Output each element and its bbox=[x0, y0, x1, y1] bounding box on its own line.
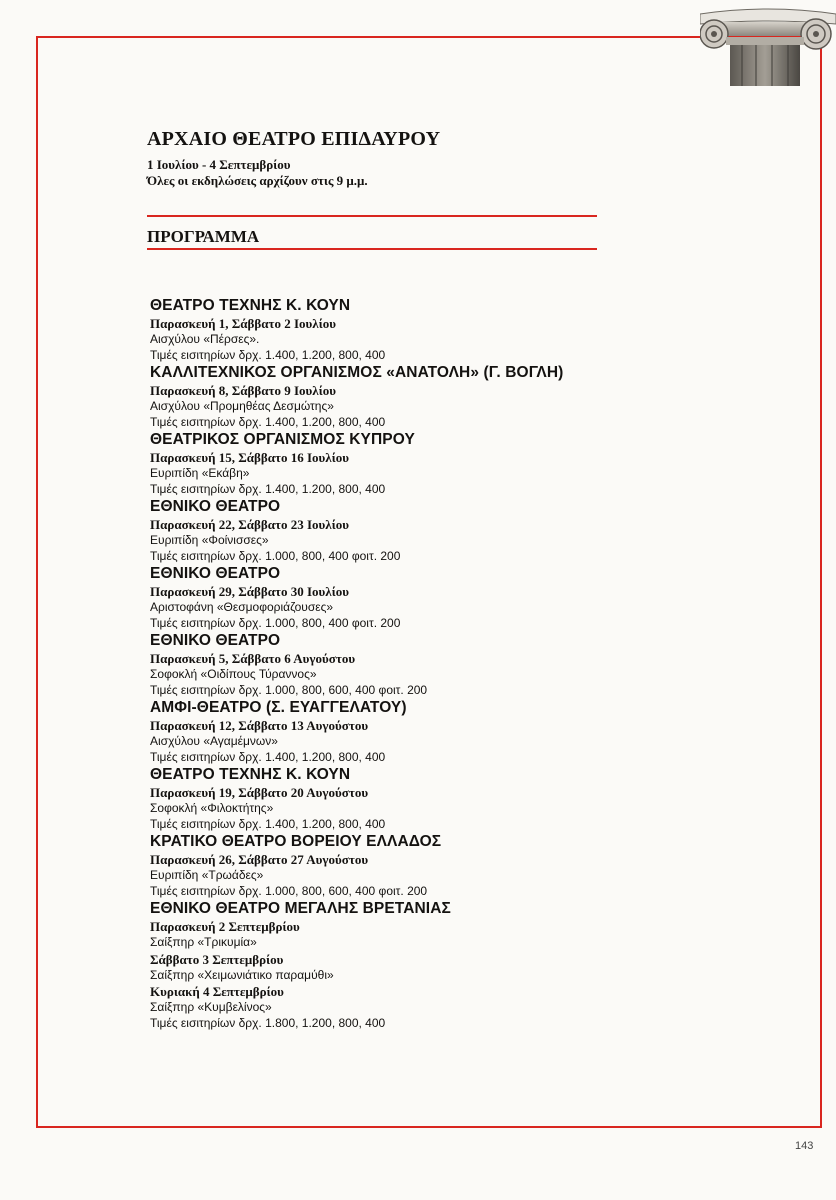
performance-dates: Παρασκευή 8, Σάββατο 9 Ιουλίου bbox=[150, 383, 336, 398]
divider-top bbox=[147, 215, 597, 217]
theatre-company: ΘΕΑΤΡΟ ΤΕΧΝΗΣ Κ. ΚΟΥΝ bbox=[150, 766, 351, 783]
performance-detail: Σαίξπηρ «Τρικυμία» bbox=[150, 935, 257, 949]
performance-dates: Παρασκευή 15, Σάββατο 16 Ιουλίου bbox=[150, 450, 349, 465]
performance-dates: Παρασκευή 2 Σεπτεμβρίου bbox=[150, 919, 300, 934]
performance-detail: Σοφοκλή «Φιλοκτήτης» bbox=[150, 801, 274, 815]
schedule-entry bbox=[150, 430, 620, 497]
performance-detail: Αισχύλου «Προμηθέας Δεσμώτης» bbox=[150, 399, 334, 413]
performance-dates: Παρασκευή 29, Σάββατο 30 Ιουλίου bbox=[150, 584, 349, 599]
performance-detail: Τιμές εισιτηρίων δρχ. 1.000, 800, 600, 400 φοιτ. 200 bbox=[150, 682, 428, 697]
divider-bottom bbox=[147, 248, 597, 250]
program-schedule bbox=[150, 296, 620, 1031]
performance-dates: Παρασκευή 19, Σάββατο 20 Αυγούστου bbox=[150, 785, 369, 800]
theatre-company: ΕΘΝΙΚΟ ΘΕΑΤΡΟ bbox=[150, 632, 281, 649]
theatre-company: ΘΕΑΤΡΙΚΟΣ ΟΡΓΑΝΙΣΜΟΣ ΚΥΠΡΟΥ bbox=[150, 431, 415, 448]
performance-dates: Παρασκευή 1, Σάββατο 2 Ιουλίου bbox=[150, 316, 336, 331]
date-range: 1 Ιουλίου - 4 Σεπτεμβρίου bbox=[147, 157, 291, 172]
performance-detail: Τιμές εισιτηρίων δρχ. 1.400, 1.200, 800, 400 bbox=[150, 749, 386, 764]
performance-detail: Ευριπίδη «Τρωάδες» bbox=[150, 868, 264, 882]
performance-detail: Τιμές εισιτηρίων δρχ. 1.400, 1.200, 800, 400 bbox=[150, 414, 386, 429]
page-number: 143 bbox=[795, 1140, 814, 1152]
theatre-company: ΕΘΝΙΚΟ ΘΕΑΤΡΟ bbox=[150, 498, 281, 515]
performance-detail: Τιμές εισιτηρίων δρχ. 1.400, 1.200, 800, 400 bbox=[150, 481, 386, 496]
schedule-entry bbox=[150, 296, 620, 363]
performance-dates: Σάββατο 3 Σεπτεμβρίου bbox=[150, 951, 284, 967]
ionic-capital-illustration bbox=[700, 4, 836, 86]
schedule-entry bbox=[150, 698, 620, 765]
performance-detail: Σαίξπηρ «Κυμβελίνος» bbox=[150, 1000, 272, 1014]
performance-dates: Παρασκευή 22, Σάββατο 23 Ιουλίου bbox=[150, 517, 349, 532]
performance-detail: Ευριπίδη «Εκάβη» bbox=[150, 466, 250, 480]
schedule-entry bbox=[150, 363, 620, 430]
performance-detail: Τιμές εισιτηρίων δρχ. 1.000, 800, 600, 400 φοιτ. 200 bbox=[150, 883, 428, 898]
theatre-company: ΘΕΑΤΡΟ ΤΕΧΝΗΣ Κ. ΚΟΥΝ bbox=[150, 297, 351, 314]
performance-detail: Τιμές εισιτηρίων δρχ. 1.800, 1.200, 800, 400 bbox=[150, 1015, 386, 1030]
performance-detail: Αισχύλου «Πέρσες». bbox=[150, 332, 260, 346]
performance-dates: Παρασκευή 26, Σάββατο 27 Αυγούστου bbox=[150, 852, 369, 867]
performance-detail: Ευριπίδη «Φοίνισσες» bbox=[150, 533, 269, 547]
schedule-entry bbox=[150, 765, 620, 832]
performance-dates: Κυριακή 4 Σεπτεμβρίου bbox=[150, 984, 284, 999]
theatre-company: ΕΘΝΙΚΟ ΘΕΑΤΡΟ ΜΕΓΑΛΗΣ ΒΡΕΤΑΝΙΑΣ bbox=[150, 900, 451, 917]
theatre-company: ΚΑΛΛΙΤΕΧΝΙΚΟΣ ΟΡΓΑΝΙΣΜΟΣ «ΑΝΑΤΟΛΗ» (Γ. ΒΟΓΛΗ) bbox=[150, 364, 564, 381]
performance-detail: Τιμές εισιτηρίων δρχ. 1.000, 800, 400 φοιτ. 200 bbox=[150, 548, 401, 563]
page-title: ΑΡΧΑΙΟ ΘΕΑΤΡΟ ΕΠΙΔΑΥΡΟΥ bbox=[147, 128, 441, 150]
start-time-note: Όλες οι εκδηλώσεις αρχίζουν στις 9 μ.μ. bbox=[147, 173, 368, 188]
performance-detail: Αισχύλου «Αγαμέμνων» bbox=[150, 734, 278, 748]
performance-dates: Παρασκευή 5, Σάββατο 6 Αυγούστου bbox=[150, 651, 356, 666]
theatre-company: ΚΡΑΤΙΚΟ ΘΕΑΤΡΟ ΒΟΡΕΙΟΥ ΕΛΛΑΔΟΣ bbox=[150, 833, 442, 850]
performance-dates: Παρασκευή 12, Σάββατο 13 Αυγούστου bbox=[150, 718, 369, 733]
program-heading: ΠΡΟΓΡΑΜΜΑ bbox=[147, 227, 260, 246]
theatre-company: ΑΜΦΙ-ΘΕΑΤΡΟ (Σ. ΕΥΑΓΓΕΛΑΤΟΥ) bbox=[150, 699, 407, 716]
schedule-entry bbox=[150, 832, 620, 899]
schedule-entry bbox=[150, 631, 620, 698]
performance-detail: Τιμές εισιτηρίων δρχ. 1.400, 1.200, 800, 400 bbox=[150, 816, 386, 831]
performance-detail: Τιμές εισιτηρίων δρχ. 1.400, 1.200, 800, 400 bbox=[150, 347, 386, 362]
schedule-entry bbox=[150, 564, 620, 631]
schedule-entry bbox=[150, 899, 620, 1031]
performance-detail: Αριστοφάνη «Θεσμοφοριάζουσες» bbox=[150, 600, 334, 614]
schedule-entry bbox=[150, 497, 620, 564]
page-header bbox=[147, 127, 607, 189]
performance-detail: Τιμές εισιτηρίων δρχ. 1.000, 800, 400 φοιτ. 200 bbox=[150, 615, 401, 630]
performance-detail: Σοφοκλή «Οιδίπους Τύραννος» bbox=[150, 667, 317, 681]
theatre-company: ΕΘΝΙΚΟ ΘΕΑΤΡΟ bbox=[150, 565, 281, 582]
performance-detail: Σαίξπηρ «Χειμωνιάτικο παραμύθι» bbox=[150, 967, 334, 982]
